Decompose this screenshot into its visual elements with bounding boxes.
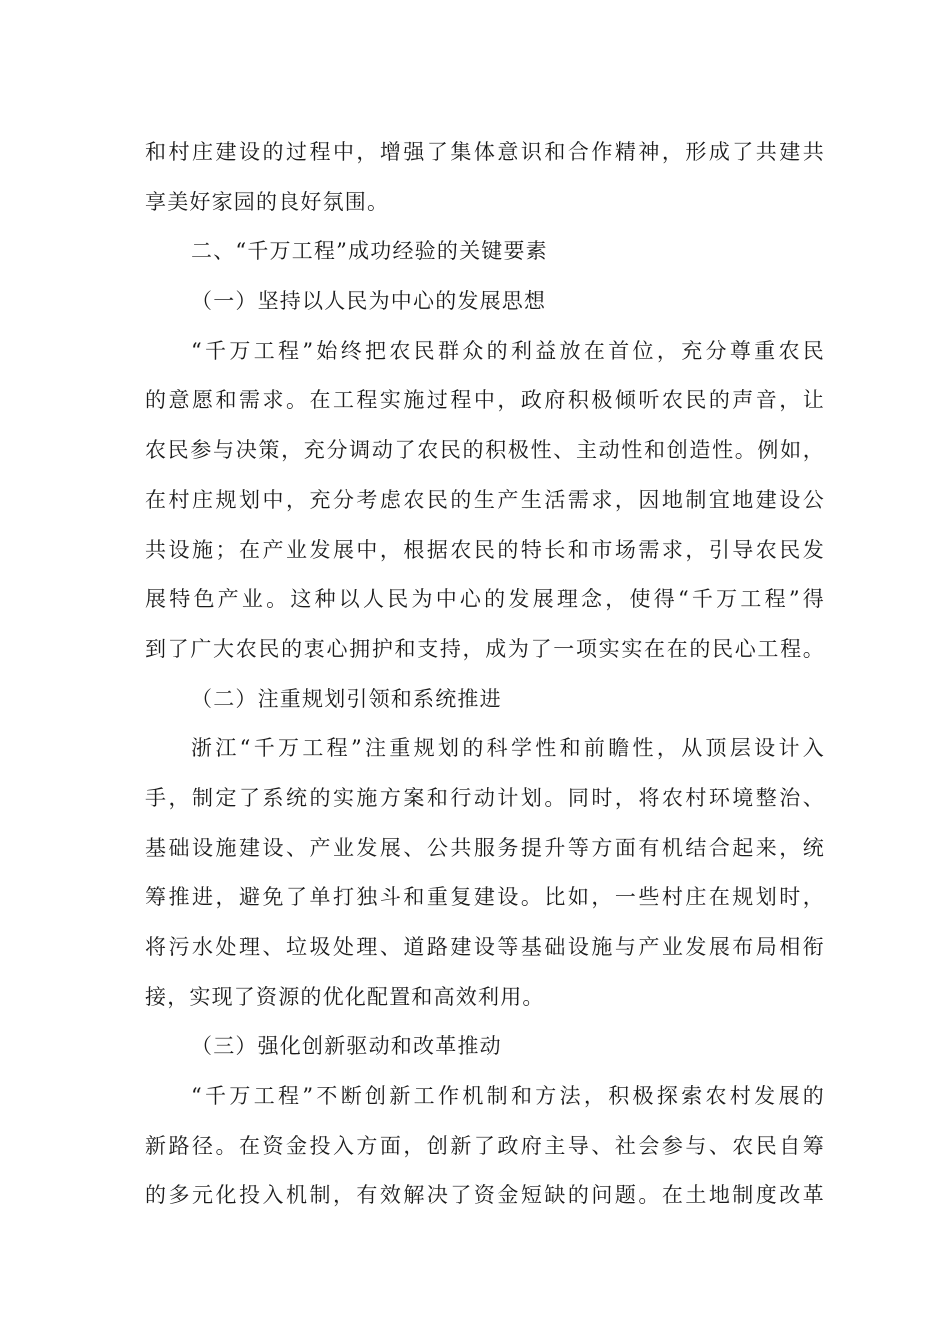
paragraph-line: 基础设施建设、产业发展、公共服务提升等方面有机结合起来，统 [145, 835, 825, 860]
paragraph-line: 接，实现了资源的优化配置和高效利用。 [145, 984, 545, 1009]
paragraph-line: 和村庄建设的过程中，增强了集体意识和合作精神，形成了共建共 [145, 140, 825, 164]
subsection-heading: （一）坚持以人民为中心的发展思想 [191, 289, 547, 314]
paragraph-line: 浙江“千万工程”注重规划的科学性和前瞻性，从顶层设计入 [191, 736, 825, 761]
paragraph-line: 新路径。在资金投入方面，创新了政府主导、社会参与、农民自筹 [145, 1133, 825, 1158]
paragraph-line: 共设施；在产业发展中，根据农民的特长和市场需求，引导农民发 [145, 537, 825, 562]
paragraph-line: 到了广大农民的衷心拥护和支持，成为了一项实实在在的民心工程。 [145, 636, 825, 661]
section-heading: 二、“千万工程”成功经验的关键要素 [191, 239, 548, 264]
document-body [145, 128, 825, 1221]
paragraph-line: 将污水处理、垃圾处理、道路建设等基础设施与产业发展布局相衔 [145, 935, 825, 959]
subsection-heading: （二）注重规划引领和系统推进 [191, 686, 502, 711]
paragraph-line: 在村庄规划中，充分考虑农民的生产生活需求，因地制宜地建设公 [145, 487, 825, 512]
paragraph-line: 农民参与决策，充分调动了农民的积极性、主动性和创造性。例如， [145, 438, 825, 463]
paragraph-line: 展特色产业。这种以人民为中心的发展理念，使得“千万工程”得 [145, 587, 825, 612]
paragraph-line: 的多元化投入机制，有效解决了资金短缺的问题。在土地制度改革 [145, 1183, 825, 1208]
paragraph-line: 享美好家园的良好氛围。 [145, 189, 390, 214]
paragraph-line: 的意愿和需求。在工程实施过程中，政府积极倾听农民的声音，让 [145, 388, 825, 413]
paragraph-line: 筹推进，避免了单打独斗和重复建设。比如，一些村庄在规划时， [145, 885, 825, 910]
paragraph-line: 手，制定了系统的实施方案和行动计划。同时，将农村环境整治、 [145, 785, 825, 810]
subsection-heading: （三）强化创新驱动和改革推动 [191, 1034, 502, 1059]
paragraph-line: “千万工程”始终把农民群众的利益放在首位，充分尊重农民 [191, 338, 825, 363]
paragraph-line: “千万工程”不断创新工作机制和方法，积极探索农村发展的 [191, 1084, 825, 1109]
